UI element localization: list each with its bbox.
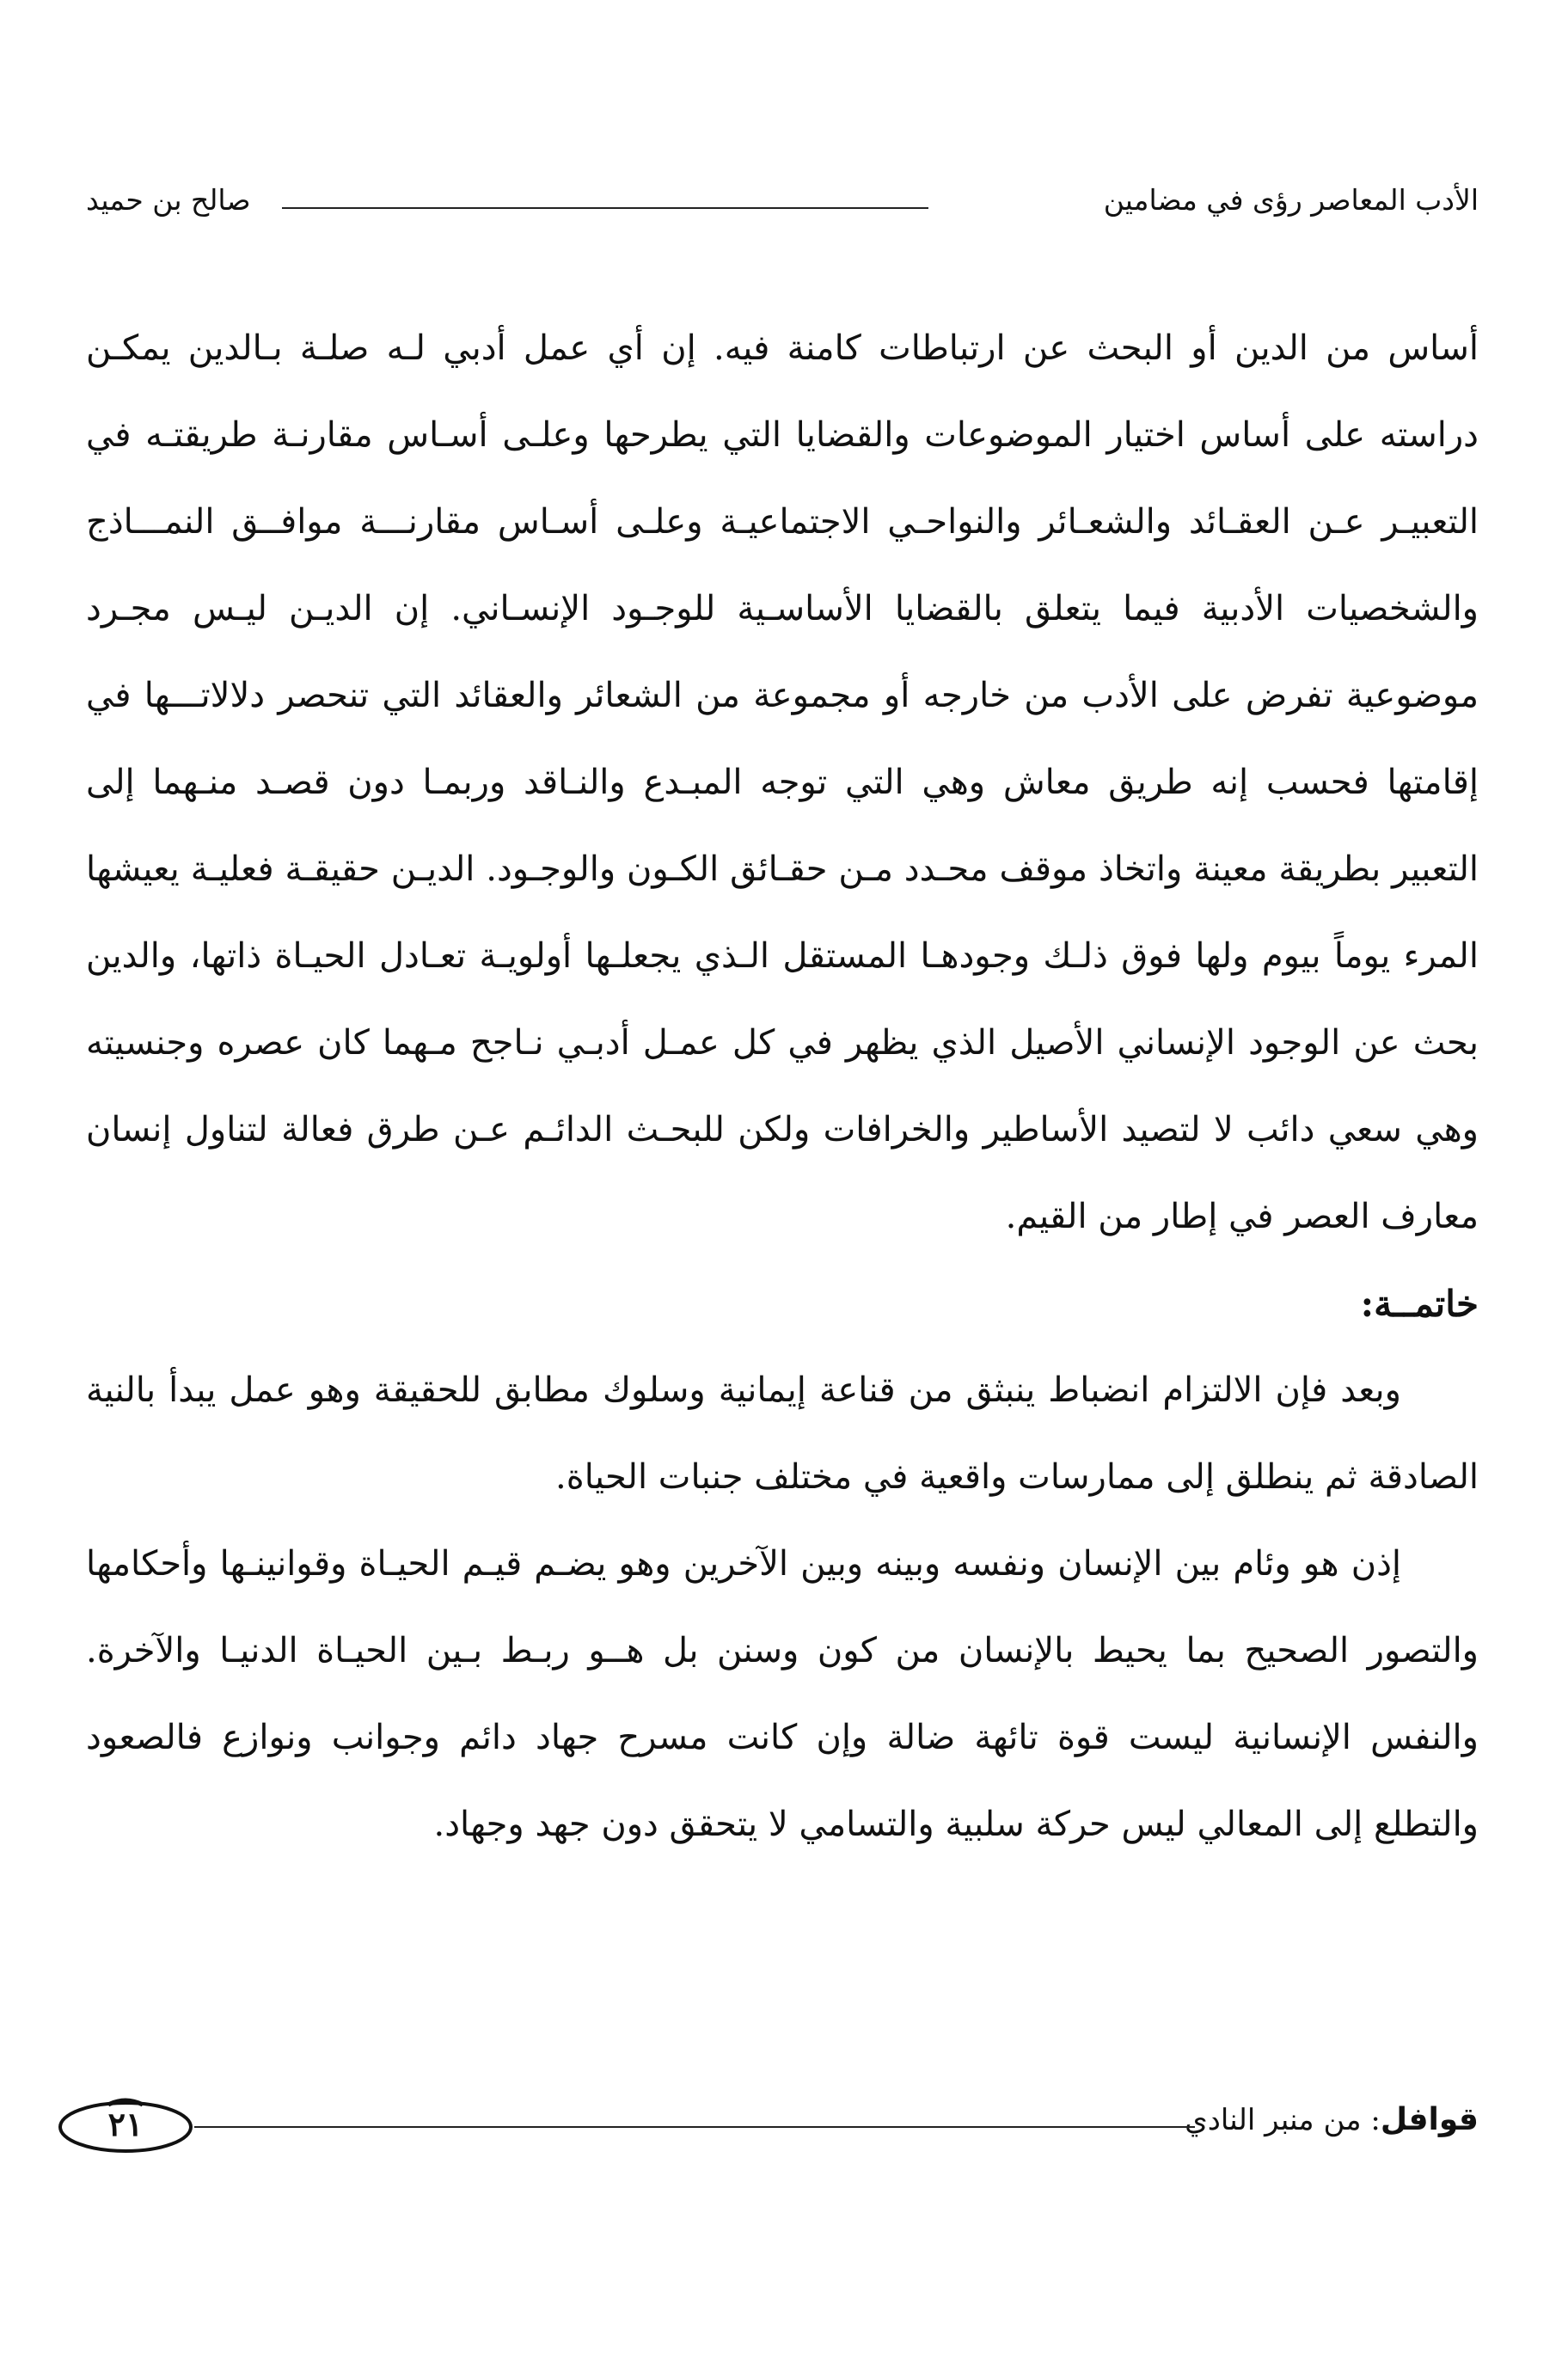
footer-section: : من منبر النادي	[1185, 2103, 1381, 2137]
author-name: صالح بن حميد	[86, 183, 251, 217]
paragraph-1: أساس من الدين أو البحث عن ارتباطات كامنة فيه. إن أي عمل أدبي لـه صلـة بـالدين يمكـن دراسته على أساس اختيار الموضوعات والقضايا التي يطرحها وعلـى أسـاس مقارنـة طريقتـه في التعبيـر عـن العقـائد والشعـائر والنواحـي الاجتماعيـة وعلـى أسـاس مقارنـــة موافــق النمـــاذج والشخصيات الأدبية فيما يتعلق بالقضايا الأساسـية للوجـود الإنسـاني. إن الديـن ليـس مجـرد موضوعية تفرض على الأدب من خارجه أو مجموعة من الشعائر والعقائد التي تنحصر دلالاتـــها في إقامتها فحسب إنه طريق معاش وهي التي توجه المبـدع والنـاقد وربمـا دون قصـد منـهما إلى التعبير بطريقة معينة واتخاذ موقف محـدد مـن حقـائق الكـون والوجـود. الديـن حقيقـة فعليـة يعيشها المرء يوماً بيوم ولها فوق ذلـك وجودهـا المستقل الـذي يجعلـها أولويـة تعـادل الحيـاة ذاتها، والدين بحث عن الوجود الإنساني الأصيل الذي يظهر في كل عمـل أدبـي نـاجح مـهما كان عصره وجنسيته وهي سعي دائب لا لتصيد الأساطير والخرافات ولكن للبحـث الدائـم عـن طرق فعالة لتناول إنسان معارف العصر في إطار من القيم.	[86, 328, 1479, 1236]
footer-title	[1185, 2103, 1479, 2137]
page-number-badge	[57, 2094, 194, 2155]
body-text	[86, 305, 1479, 1868]
page-number: ٢١	[107, 2105, 144, 2143]
header-rule	[282, 207, 928, 209]
section-heading: خاتمــة:	[1360, 1283, 1479, 1325]
footer-brand: قوافل	[1380, 2102, 1479, 2137]
page-footer	[57, 2079, 1479, 2165]
footer-rule	[194, 2126, 1195, 2128]
running-header	[86, 176, 1479, 228]
paragraph-3: إذن هو وئام بين الإنسان ونفسه وبينه وبين الآخرين وهو يضـم قيـم الحيـاة وقوانينـها وأحكامها والتصور الصحيح بما يحيط بالإنسان من كون وسنن بل هــو ربـط بـين الحيـاة الدنيـا والآخرة. والنفس الإنسانية ليست قوة تائهة ضالة وإن كانت مسرح جهاد دائم وجوانب ونوازع فالصعود والتطلع إلى المعالي ليس حركة سلبية والتسامي لا يتحقق دون جهد وجهاد.	[86, 1544, 1479, 1844]
paragraph-2: وبعد فإن الالتزام انضباط ينبثق من قناعة إيمانية وسلوك مطابق للحقيقة وهو عمل يبدأ بالنية الصادقة ثم ينطلق إلى ممارسات واقعية في مختلف جنبات الحياة.	[86, 1370, 1479, 1497]
book-title: الأدب المعاصر رؤى في مضامين	[1103, 183, 1479, 217]
